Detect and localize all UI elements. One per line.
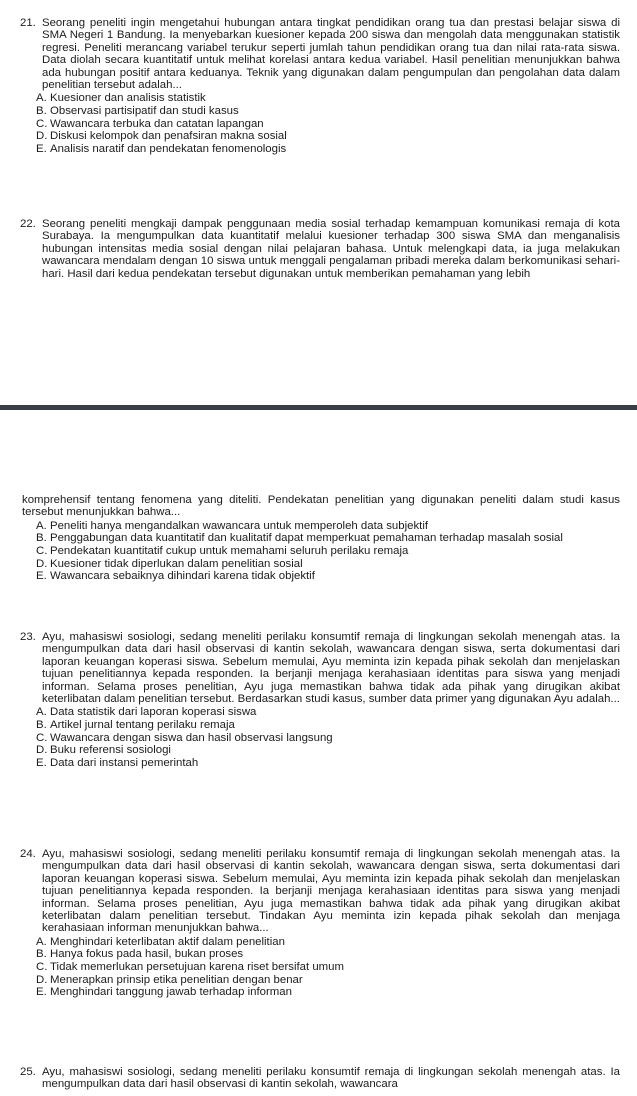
question-number: 21. bbox=[20, 17, 36, 29]
blank-gap-bottom bbox=[0, 410, 637, 492]
option-e[interactable]: E. Data dari instansi pemerintah bbox=[36, 756, 199, 769]
question-23 bbox=[20, 631, 620, 769]
question-number: 25. bbox=[20, 1066, 36, 1078]
question-stem: 24. Ayu, mahasiswi sosiologi, sedang meneliti perilaku konsumtif remaja di lingkungan sekolah menengah atas. Ia mengumpulkan data dari hasil observasi di kantin sekolah, wawancara dengan siswa, serta dokumentasi dari laporan keuangan koperasi siswa. Sebelum memulai, Ayu meminta izin kepada pihak sekolah dan menjelaskan tujuan penelitiannya kepada responden. Ia berjanji menjaga kerahasiaan identitas para siswa yang menjadi informan. Selama proses penelitian, Ayu juga memastikan bahwa tidak ada pihak yang dirugikan akibat keterlibatan dalam penelitian tersebut. Tindakan Ayu meminta izin kepada pihak sekolah dan menjaga kerahasiaan informan menunjukkan bahwa... bbox=[20, 848, 620, 935]
option-c[interactable]: C. Wawancara terbuka dan catatan lapangan bbox=[36, 117, 264, 130]
option-b[interactable]: B. Artikel jurnal tentang perilaku remaja bbox=[36, 719, 235, 732]
option-b[interactable]: B. Observasi partisipatif dan studi kasus bbox=[36, 105, 239, 118]
question-22 bbox=[20, 218, 620, 281]
question-24 bbox=[20, 848, 620, 999]
option-d[interactable]: D. Menerapkan prinsip etika penelitian dengan benar bbox=[36, 973, 303, 986]
question-21 bbox=[20, 17, 620, 155]
question-stem: 22. Seorang peneliti mengkaji dampak penggunaan media sosial terhadap kemampuan komunikasi remaja di kota Surabaya. Ia mengumpulkan data kuantitatif melalui kuesioner terhadap 300 siswa SMA dan menganalisis hubungan intensitas media sosial dengan nilai pelajaran bahasa. Untuk melengkapi data, ia juga melakukan wawancara mendalam dengan 10 siswa untuk menggali pengalaman pribadi mereka dalam berkomunikasi sehari-hari. Hasil dari kedua pendekatan tersebut digunakan untuk memberikan pemahaman yang lebih bbox=[20, 218, 620, 280]
option-c[interactable]: C. Tidak memerlukan persetujuan karena riset bersifat umum bbox=[36, 961, 344, 974]
option-e[interactable]: E. Wawancara sebaiknya dihindari karena tidak objektif bbox=[36, 570, 315, 583]
option-d[interactable]: D. Buku referensi sosiologi bbox=[36, 744, 171, 757]
option-a[interactable]: A. Kuesioner dan analisis statistik bbox=[36, 92, 206, 105]
question-stem-continuation: komprehensif tentang fenomena yang diteliti. Pendekatan penelitian yang digunakan peneliti dalam studi kasus tersebut menunjukkan bahwa... bbox=[22, 494, 620, 519]
option-e[interactable]: E. Menghindari tanggung jawab terhadap informan bbox=[36, 986, 292, 999]
question-25 bbox=[20, 1066, 620, 1092]
question-stem: 23. Ayu, mahasiswi sosiologi, sedang meneliti perilaku konsumtif remaja di lingkungan sekolah menengah atas. Ia mengumpulkan data dari hasil observasi di kantin sekolah, wawancara dengan siswa, serta dokumentasi dari laporan keuangan koperasi siswa. Sebelum memulai, Ayu meminta izin kepada pihak sekolah dan menjelaskan tujuan penelitiannya kepada responden. Ia berjanji menjaga kerahasiaan identitas para siswa yang menjadi informan. Selama proses penelitian, Ayu juga memastikan bahwa tidak ada pihak yang dirugikan akibat keterlibatan dalam penelitian tersebut. Berdasarkan studi kasus, sumber data primer yang digunakan Ayu adalah... bbox=[20, 631, 620, 706]
blank-gap-top bbox=[0, 312, 637, 404]
question-number: 22. bbox=[20, 218, 36, 230]
option-a[interactable]: A. Menghindari keterlibatan aktif dalam penelitian bbox=[36, 935, 285, 948]
option-a[interactable]: A. Data statistik dari laporan koperasi siswa bbox=[36, 706, 257, 719]
question-stem: 25. Ayu, mahasiswi sosiologi, sedang meneliti perilaku konsumtif remaja di lingkungan sekolah menengah atas. Ia mengumpulkan data dari hasil observasi di kantin sekolah, wawancara bbox=[20, 1066, 620, 1091]
option-d[interactable]: D. Diskusi kelompok dan penafsiran makna sosial bbox=[36, 130, 287, 143]
question-number: 23. bbox=[20, 631, 36, 643]
option-a[interactable]: A. Peneliti hanya mengandalkan wawancara untuk memperoleh data subjektif bbox=[36, 519, 429, 532]
option-c[interactable]: C. Wawancara dengan siswa dan hasil observasi langsung bbox=[36, 731, 333, 744]
option-e[interactable]: E. Analisis naratif dan pendekatan fenomenologis bbox=[36, 142, 287, 155]
option-c[interactable]: C. Pendekatan kuantitatif cukup untuk memahami seluruh perilaku remaja bbox=[36, 545, 409, 557]
option-b[interactable]: B. Hanya fokus pada hasil, bukan proses bbox=[36, 948, 244, 961]
option-b[interactable]: B. Penggabungan data kuantitatif dan kualitatif dapat memperkuat pemahaman terhadap masalah sosial bbox=[36, 532, 563, 545]
option-d[interactable]: D. Kuesioner tidak diperlukan dalam penelitian sosial bbox=[36, 557, 303, 570]
question-number: 24. bbox=[20, 848, 36, 860]
question-22-continued bbox=[20, 494, 620, 583]
question-stem: 21. Seorang peneliti ingin mengetahui hubungan antara tingkat pendidikan orang tua dan prestasi belajar siswa di SMA Negeri 1 Bandung. Ia menyebarkan kuesioner kepada 200 siswa dan mengolah data menggunakan statistik regresi. Peneliti merancang variabel terukur seperti jumlah tahun pendidikan orang tua dan nilai rata-rata siswa. Data diolah secara kuantitatif untuk melihat korelasi antara kedua variabel. Hasil penelitian menunjukkan bahwa ada hubungan positif antara keduanya. Teknik yang digunakan dalam pengumpulan dan pengolahan data dalam penelitian tersebut adalah... bbox=[20, 17, 620, 92]
